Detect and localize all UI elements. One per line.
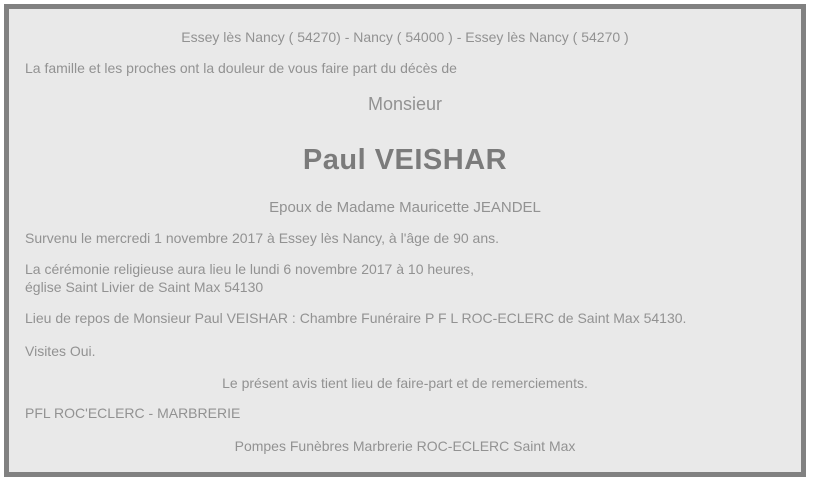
- repose-line: Lieu de repos de Monsieur Paul VEISHAR : Chambre Funéraire P F L ROC-ECLERC de Saint Max 54130.: [25, 310, 687, 326]
- locations-header: Essey lès Nancy ( 54270) - Nancy ( 54000 ) - Essey lès Nancy ( 54270 ): [181, 29, 629, 45]
- visits-line: Visites Oui.: [25, 343, 96, 359]
- ceremony-line-1: La cérémonie religieuse aura lieu le lundi 6 novembre 2017 à 10 heures,: [25, 261, 475, 277]
- signature-line: Pompes Funèbres Marbrerie ROC-ECLERC Saint Max: [234, 438, 576, 454]
- ceremony-details: [25, 261, 474, 296]
- death-notice-card: [4, 4, 806, 477]
- deceased-name: Paul VEISHAR: [302, 144, 508, 176]
- intro-line: La famille et les proches ont la douleur de vous faire part du décès de: [25, 60, 457, 76]
- spouse-line: Epoux de Madame Mauricette JEANDEL: [269, 199, 541, 216]
- ceremony-line-2: église Saint Livier de Saint Max 54130: [25, 278, 264, 295]
- civility-title: Monsieur: [367, 94, 443, 114]
- death-details-line: Survenu le mercredi 1 novembre 2017 à Essey lès Nancy, à l'âge de 90 ans.: [25, 230, 500, 246]
- funeral-home-line: PFL ROC'ECLERC - MARBRERIE: [25, 405, 241, 421]
- farewell-line: Le présent avis tient lieu de faire-part et de remerciements.: [222, 375, 588, 391]
